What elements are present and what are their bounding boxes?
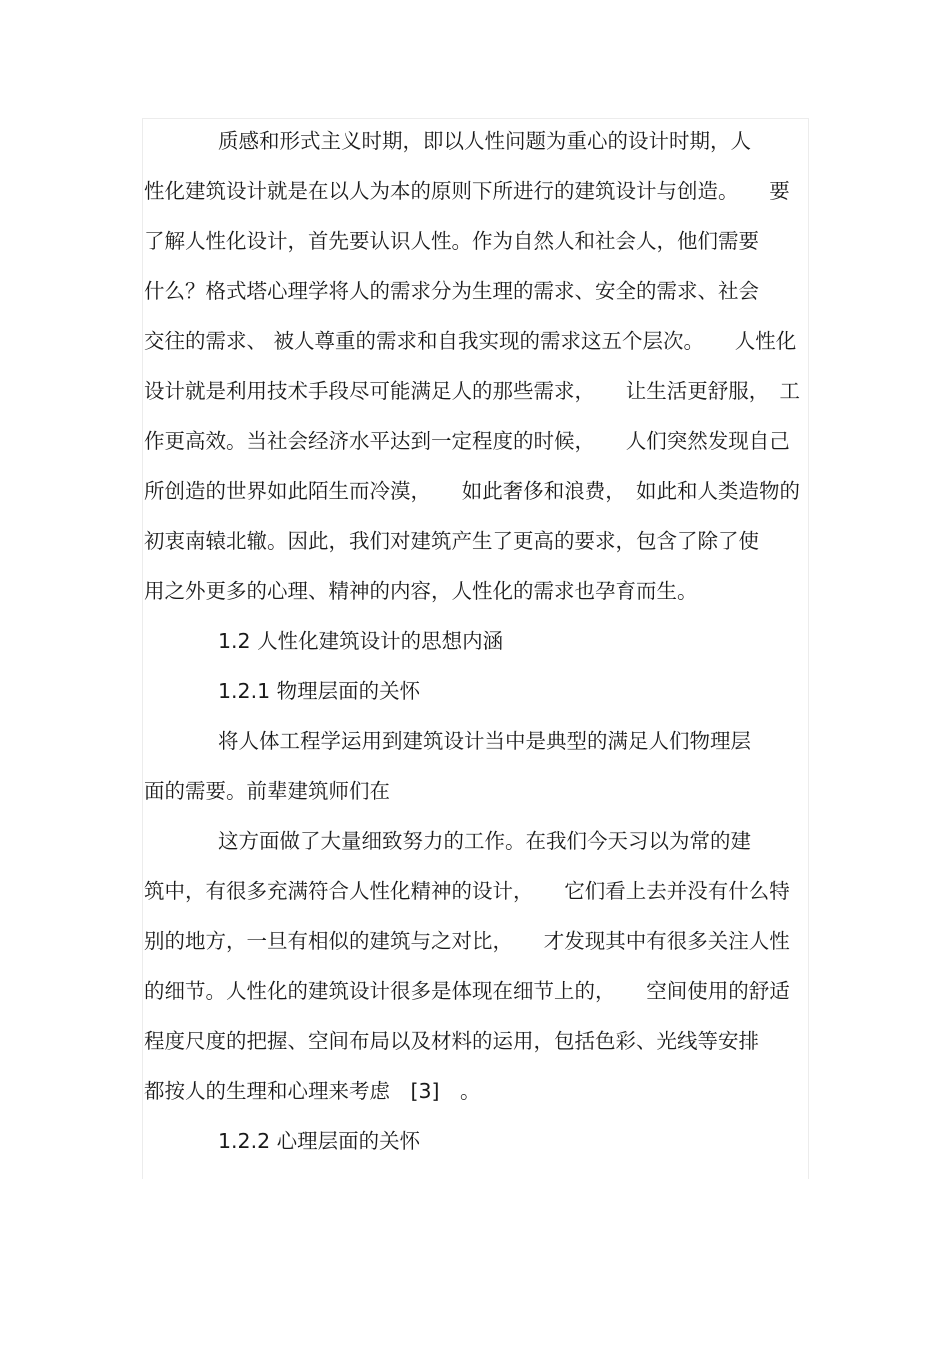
paragraph-line: 设计就是利用技术手段尽可能满足人的那些需求， 让生活更舒服， 工: [144, 379, 800, 403]
paragraph-line: 作更高效。当社会经济水平达到一定程度的时候， 人们突然发现自己: [144, 429, 790, 453]
paragraph-line: 都按人的生理和心理来考虑 [3] 。: [144, 1079, 481, 1103]
subsection-heading: 1.2.2 心理层面的关怀: [218, 1129, 421, 1153]
paragraph-line: 初衷南辕北辙。因此，我们对建筑产生了更高的要求，包含了除了使: [144, 529, 759, 553]
paragraph-line: 别的地方，一旦有相似的建筑与之对比， 才发现其中有很多关注人性: [144, 929, 790, 953]
paragraph-line: 了解人性化设计，首先要认识人性。作为自然人和社会人，他们需要: [144, 229, 759, 253]
paragraph-line: 这方面做了大量细致努力的工作。在我们今天习以为常的建: [218, 829, 751, 853]
subsection-heading: 1.2.1 物理层面的关怀: [218, 679, 421, 703]
section-heading: 1.2 人性化建筑设计的思想内涵: [218, 629, 504, 653]
paragraph-line: 的细节。人性化的建筑设计很多是体现在细节上的， 空间使用的舒适: [144, 979, 790, 1003]
paragraph-line: 质感和形式主义时期，即以人性问题为重心的设计时期，人: [218, 129, 751, 153]
paragraph-line: 用之外更多的心理、精神的内容，人性化的需求也孕育而生。: [144, 579, 698, 603]
paragraph-line: 交往的需求、 被人尊重的需求和自我实现的需求这五个层次。 人性化: [144, 329, 797, 353]
paragraph-line: 什么？格式塔心理学将人的需求分为生理的需求、安全的需求、社会: [144, 279, 759, 303]
paragraph-line: 性化建筑设计就是在以人为本的原则下所进行的建筑设计与创造。 要: [144, 179, 790, 203]
paragraph-line: 筑中，有很多充满符合人性化精神的设计， 它们看上去并没有什么特: [144, 879, 790, 903]
paragraph-line: 所创造的世界如此陌生而冷漠， 如此奢侈和浪费， 如此和人类造物的: [144, 479, 800, 503]
paragraph-line: 程度尺度的把握、空间布局以及材料的运用，包括色彩、光线等安排: [144, 1029, 759, 1053]
paragraph-line: 面的需要。前辈建筑师们在: [144, 779, 390, 803]
paragraph-line: 将人体工程学运用到建筑设计当中是典型的满足人们物理层: [218, 729, 751, 753]
